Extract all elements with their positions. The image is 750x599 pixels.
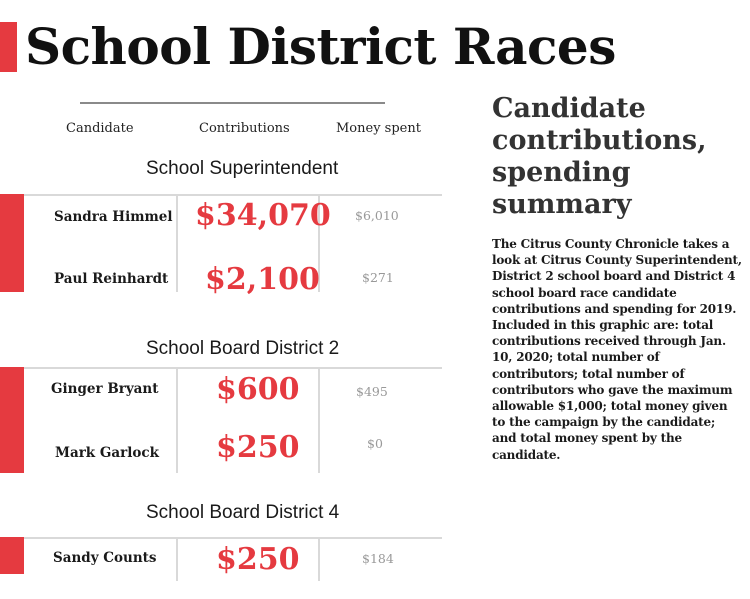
section-title: School Board District 4 <box>146 502 340 523</box>
contributions-value: $250 <box>216 430 300 465</box>
column-divider <box>176 196 178 292</box>
money-spent-value: $6,010 <box>355 208 399 223</box>
column-header-candidate: Candidate <box>66 121 134 136</box>
contributions-value: $34,070 <box>195 198 331 233</box>
contributions-value: $250 <box>216 542 300 577</box>
contributions-value: $600 <box>216 372 300 407</box>
header-rule <box>80 102 385 104</box>
money-spent-value: $0 <box>367 436 383 451</box>
candidate-name: Sandy Counts <box>53 550 157 566</box>
page-title: School District Races <box>25 17 616 76</box>
candidate-name: Mark Garlock <box>55 445 159 461</box>
column-divider <box>176 369 178 473</box>
candidate-name: Ginger Bryant <box>51 381 159 397</box>
candidate-name: Sandra Himmel <box>54 209 173 225</box>
candidate-name: Paul Reinhardt <box>54 271 169 287</box>
contributions-value: $2,100 <box>205 262 320 297</box>
column-divider <box>318 539 320 581</box>
money-spent-value: $495 <box>356 384 388 399</box>
title-accent-bar <box>0 22 17 72</box>
section-title: School Board District 2 <box>146 338 340 359</box>
section-title: School Superintendent <box>146 158 339 179</box>
section-rule <box>24 367 442 369</box>
column-divider <box>176 539 178 581</box>
section-accent-bar <box>0 194 24 292</box>
column-divider <box>318 369 320 473</box>
money-spent-value: $271 <box>362 270 394 285</box>
section-accent-bar <box>0 367 24 473</box>
money-spent-value: $184 <box>362 551 394 566</box>
sidebar-description: The Citrus County Chronicle takes a look at Citrus County Superintendent, District 2 school board and District 4 school board race candidate contributions and spending for 2019. Included in this graphic are: total contributions received through Jan. 10, 2020; total number of contributors; total number of contributors who gave the maximum allowable $1,000; total money given to the campaign by the candidate; and total money spent by the candidate. <box>492 237 742 462</box>
section-rule <box>24 537 442 539</box>
section-accent-bar <box>0 537 24 574</box>
column-header-contributions: Contributions <box>199 121 290 136</box>
section-rule <box>24 194 442 196</box>
sidebar-heading: Candidate contributions, spending summary <box>492 93 707 220</box>
column-header-money-spent: Money spent <box>336 121 421 136</box>
